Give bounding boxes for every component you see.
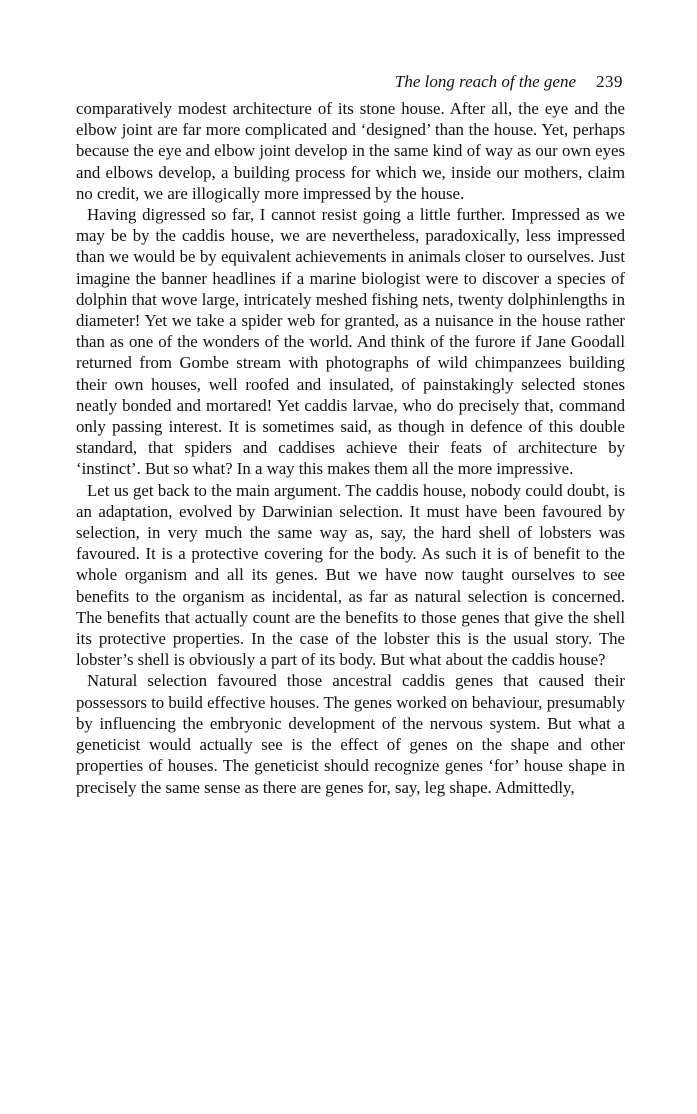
paragraph: Natural selection favoured those ancestral caddis genes that caused their possessors to build effective houses. The genes worked on behaviour, presumably by influencing the embryonic development of the nervous system. But what a geneticist would actually see is the effect of genes on the shape and other properties of houses. The geneticist should recognize genes ‘for’ house shape in precisely the same sense as there are genes for, say, leg shape. Admittedly, [76, 671, 625, 797]
book-page [76, 66, 625, 798]
running-head [76, 66, 625, 98]
paragraph: Let us get back to the main argument. The caddis house, nobody could doubt, is an adaptation, evolved by Darwinian selection. It must have been favoured by selection, in very much the same way as, say, the hard shell of lobsters was favoured. It is a protective covering for the body. As such it is of benefit to the whole organism and all its genes. But we have now taught ourselves to see benefits to the organism as incidental, as far as natural selection is concerned. The benefits that actually count are the benefits to those genes that give the shell its protective properties. In the case of the lobster this is the usual story. The lobster’s shell is obviously a part of its body. But what about the caddis house? [76, 480, 625, 670]
running-title: The long reach of the gene [394, 72, 576, 91]
page-number: 239 [596, 72, 623, 91]
paragraph-continued: comparatively modest architecture of its stone house. After all, the eye and the elbow joint are far more complicated and ‘designed’ than the house. Yet, perhaps because the eye and elbow joint develop in the same kind of way as our own eyes and elbows develop, a building process for which we, inside our mothers, claim no credit, we are illogically more impressed by the house. [76, 99, 625, 203]
body-text [76, 98, 625, 798]
paragraph: Having digressed so far, I cannot resist going a little further. Impressed as we may be by the caddis house, we are nevertheless, paradoxically, less impressed than we would be by equivalent achievements in animals closer to ourselves. Just imagine the banner headlines if a marine biologist were to discover a species of dolphin that wove large, intricately meshed fishing nets, twenty dolphinlengths in diameter! Yet we take a spider web for granted, as a nuisance in the house rather than as one of the wonders of the world. And think of the furore if Jane Goodall returned from Gombe stream with photographs of wild chimpanzees building their own houses, well roofed and insulated, of painstakingly selected stones neatly bonded and mortared! Yet caddis larvae, who do precisely that, command only passing interest. It is sometimes said, as though in defence of this double standard, that spiders and caddises achieve their feats of architecture by ‘instinct’. But so what? In a way this makes them all the more impressive. [76, 205, 625, 479]
